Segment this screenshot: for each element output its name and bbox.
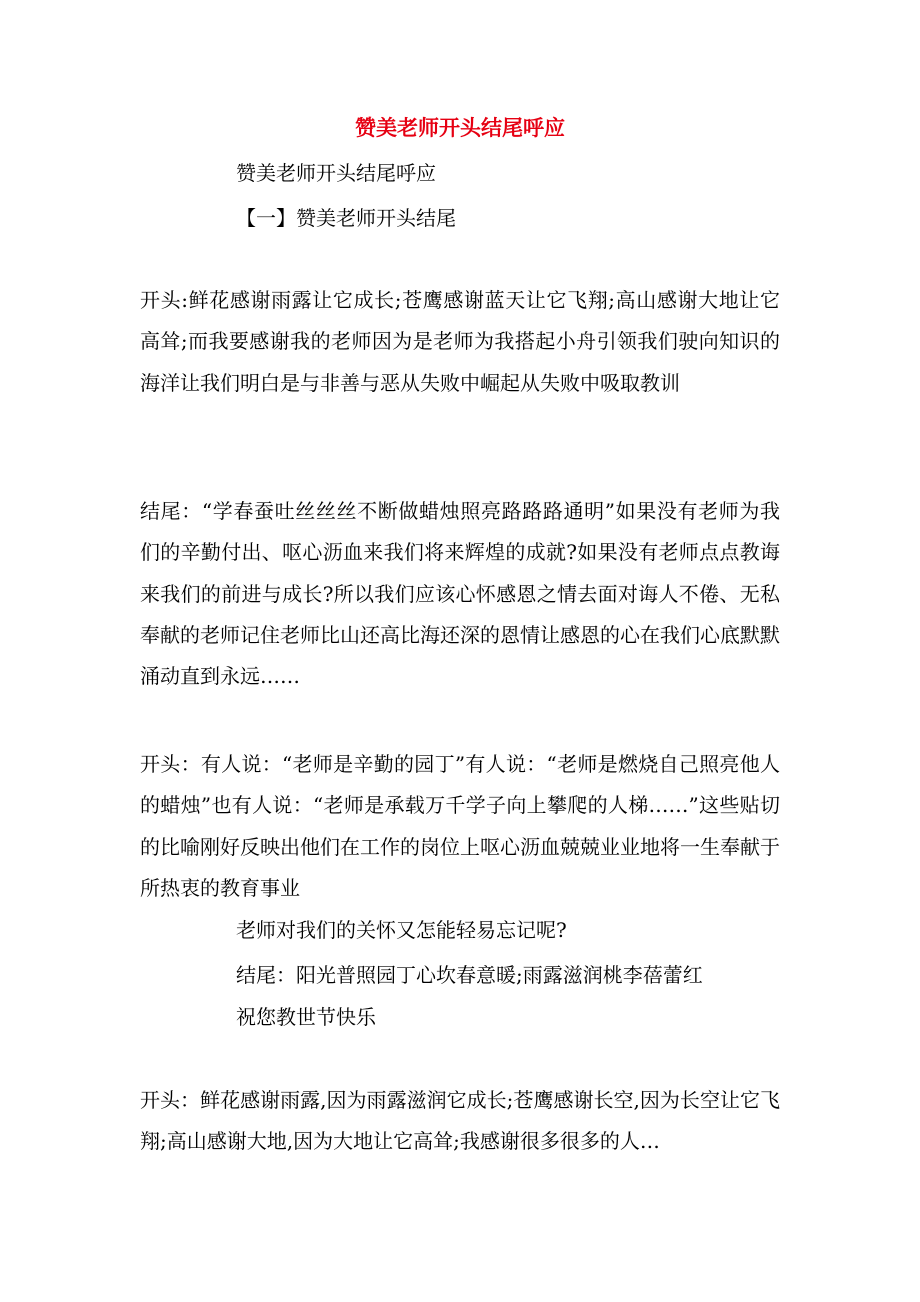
indented-line-2: 结尾：阳光普照园丁心坎春意暖;雨露滋润桃李蓓蕾红 [236, 963, 703, 987]
paragraph-1: 开头:鲜花感谢雨露让它成长;苍鹰感谢蓝天让它飞翔;高山感谢大地让它高耸;而我要感谢我的老师因为是老师为我搭起小舟引领我们驶向知识的海洋让我们明白是与非善与恶从失败中崛起从失败中吸取教训 [140, 288, 780, 395]
last-paragraph: 开头：鲜花感谢雨露,因为雨露滋润它成长;苍鹰感谢长空,因为长空让它飞翔;高山感谢大地,因为大地让它高耸;我感谢很多很多的人… [140, 1088, 780, 1154]
document-title: 赞美老师开头结尾呼应 [355, 115, 565, 140]
section-heading: 【一】赞美老师开头结尾 [236, 206, 456, 230]
paragraph-3: 开头：有人说：“老师是辛勤的园丁”有人说：“老师是燃烧自己照亮他人的蜡烛”也有人说：“老师是承载万千学子向上攀爬的人梯……”这些贴切的比喻刚好反映出他们在工作的岗位上呕心沥血兢兢业业地将一生奉献于所热衷的教育事业 [140, 752, 780, 900]
indented-line-3: 祝您教世节快乐 [236, 1005, 376, 1029]
paragraph-2: 结尾：“学春蚕吐丝丝丝不断做蜡烛照亮路路路通明”如果没有老师为我们的辛勤付出、呕心沥血来我们将来辉煌的成就?如果没有老师点点教诲来我们的前进与成长?所以我们应该心怀感恩之情去面对诲人不倦、无私奉献的老师记住老师比山还高比海还深的恩情让感恩的心在我们心底默默涌动直到永远…… [140, 499, 780, 689]
document-subtitle: 赞美老师开头结尾呼应 [236, 161, 436, 185]
indented-line-1: 老师对我们的关怀又怎能轻易忘记呢? [236, 918, 567, 942]
